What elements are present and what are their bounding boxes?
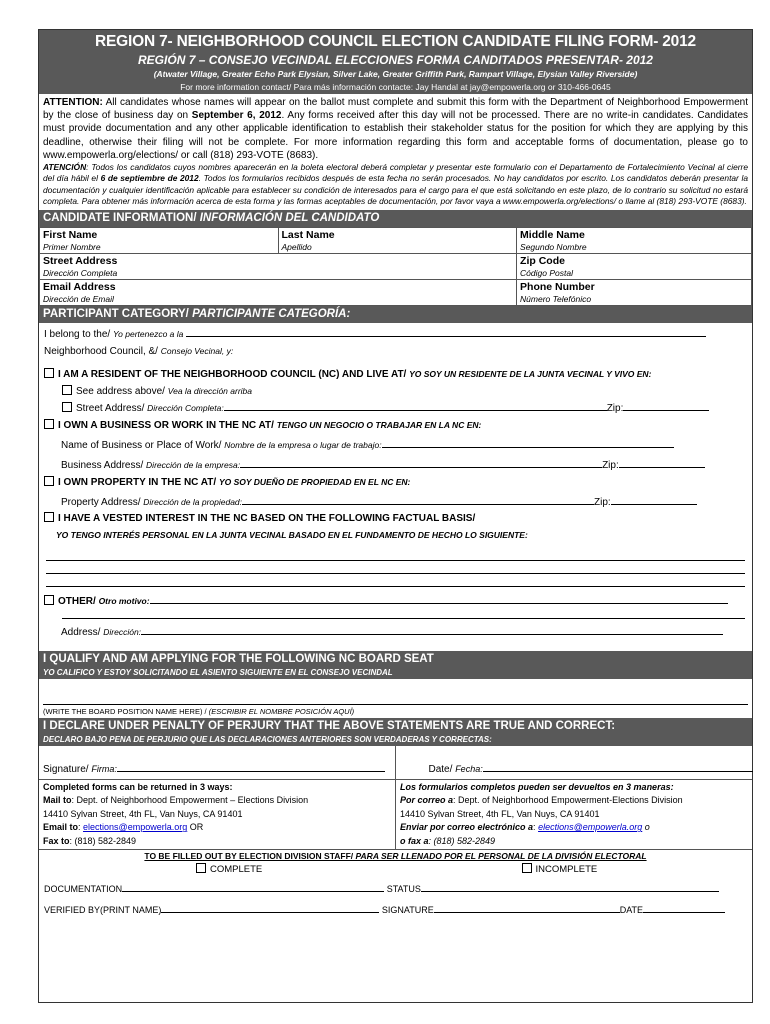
- contact-info: For more information contact/ Para más información contacte: Jay Handal at jay@empowerla.org or 310-466-0645: [180, 82, 611, 92]
- bizaddr-line: Business Address/ Dirección de la empresa: Zip:: [44, 454, 747, 474]
- other-address-line: Address/ Dirección:: [44, 619, 747, 641]
- date-cell: Date/ Fecha:: [396, 746, 753, 779]
- incomplete-checkbox[interactable]: [522, 863, 532, 873]
- documentation-line: DOCUMENTATION STATUS: [39, 877, 752, 896]
- attention-en: ATTENTION: All candidates whose names will appear on the ballot must complete and submit this form with the Department of Neighborhood Empowerment by the close of business day on September 6, 2012. Any forms received after this day will not be processed. There are no write-in candidates. Candidates must provide documentation and any other applicable identification to establish their stakeholder status for the position for which they are applying by this deadline, otherwise their filing will not be complete. For more information regarding this form and acceptable forms of documentation, please go to www.empowerla.org/elections/ or call (818) 293-VOTE (8683).: [43, 97, 749, 161]
- see-above-checkbox[interactable]: [62, 385, 72, 395]
- other-input[interactable]: [150, 593, 728, 604]
- nc-name-input[interactable]: [186, 326, 706, 337]
- phone-field[interactable]: Phone Number Número Telefónico: [517, 279, 752, 305]
- status-checks: [39, 863, 752, 877]
- business-zip-input[interactable]: [619, 457, 705, 468]
- see-above-option: See address above/ Vea la dirección arriba: [44, 383, 747, 400]
- zip-code-field[interactable]: Zip Code Código Postal: [517, 253, 752, 279]
- business-name-input[interactable]: [382, 437, 674, 448]
- filing-form: [38, 29, 753, 1003]
- candidate-section-header: CANDIDATE INFORMATION/ INFORMACIÓN DEL CANDIDATO: [39, 210, 752, 227]
- first-name-field[interactable]: First Name Primer Nombre: [40, 227, 279, 253]
- return-en: Completed forms can be returned in 3 ways: Mail to: Dept. of Neighborhood Empowerment – Elections Division 14410 Sylvan Street, 4th FL, Van Nuys, CA 91401 Email to: elections@empowerla.org OR Fax to: (818) 582-2849: [39, 780, 396, 850]
- vested-input-3[interactable]: [46, 574, 745, 587]
- complete-option: COMPLETE: [39, 863, 396, 877]
- staff-section: [39, 850, 752, 917]
- form-header: [39, 30, 752, 94]
- email-link[interactable]: elections@empowerla.org: [83, 822, 188, 833]
- form-subtitle: REGIÓN 7 – CONSEJO VECINDAL ELECCIONES FORMA CANDITADOS PRESENTAR- 2012: [138, 53, 653, 67]
- attention-es: ATENCIÓN: Todos los candidatos cuyos nombres aparecerán en la boleta electoral deberá completar y presentar este formulario con el Departamento de Fortalecimiento Vecinal al cierre del día hábil el 6 de septiembre de 2012. Todos los formularios recibidos después de esta fecha no serán procesados. No hay candidatos por escrito. Los candidatos deberán presentar la documentación y cualquier identificación aplicable para establecer su condición de interesados para el cargo para el que está solicitando en este plazo, de lo contrario su solicitud no estará completa. Para obtener más información acerca de esta forma y las formas aceptables de documentación, por favor vaya a www.empowerla.org/elections/ o llame al (818) 293-VOTE (8683).: [43, 162, 748, 207]
- staff-date-input[interactable]: [643, 902, 725, 913]
- resident-street-option: Street Address/ Dirección Completa: Zip:: [44, 400, 747, 417]
- staff-title: TO BE FILLED OUT BY ELECTION DIVISION STAFF/ PARA SER LLENADO POR EL PERSONAL DE LA DIVISIÓN ELECTORAL: [144, 851, 647, 862]
- resident-street-input[interactable]: [224, 400, 607, 411]
- belong-line: I belong to the/ Yo pertenezco a la: [44, 326, 747, 343]
- other-address-input[interactable]: [141, 624, 723, 635]
- vested-input-1[interactable]: [46, 548, 745, 561]
- date-input[interactable]: [483, 761, 753, 772]
- verified-input[interactable]: [161, 902, 379, 913]
- resident-option: I AM A RESIDENT OF THE NEIGHBORHOOD COUNCIL (NC) AND LIVE AT/ YO SOY UN RESIDENTE DE LA JUNTA VECINAL Y VIVO EN:: [44, 366, 747, 383]
- property-checkbox[interactable]: [44, 476, 54, 486]
- staff-signature-input[interactable]: [434, 902, 620, 913]
- property-zip-input[interactable]: [611, 494, 697, 505]
- status-input[interactable]: [421, 881, 719, 892]
- participant-section-header: PARTICIPANT CATEGORY/ PARTICIPANTE CATEGORÍA:: [39, 306, 752, 323]
- documentation-input[interactable]: [122, 881, 384, 892]
- resident-zip-input[interactable]: [623, 400, 709, 411]
- business-option: I OWN A BUSINESS OR WORK IN THE NC AT/ TENGO UN NEGOCIO O TRABAJAR EN LA NC EN:: [44, 417, 747, 434]
- business-checkbox[interactable]: [44, 419, 54, 429]
- vested-option: I HAVE A VESTED INTEREST IN THE NC BASED ON THE FOLLOWING FACTUAL BASIS/: [44, 511, 747, 527]
- bizname-line: Name of Business or Place of Work/ Nombre de la empresa o lugar de trabajo:: [44, 434, 747, 454]
- qualify-section-header: I QUALIFY AND AM APPLYING FOR THE FOLLOWING NC BOARD SEAT YO CALIFICO Y ESTOY SOLICITANDO EL ASIENTO SIGUIENTE EN EL CONSEJO VECINDAL: [39, 651, 752, 679]
- property-address-input[interactable]: [242, 494, 594, 505]
- participant-body: [39, 323, 752, 643]
- board-position-input[interactable]: [43, 679, 748, 705]
- vested-input-2[interactable]: [46, 561, 745, 574]
- other-option: OTHER/ Otro motivo:: [44, 587, 747, 610]
- verified-line: VERIFIED BY(PRINT NAME) SIGNATURE DATE: [39, 896, 752, 917]
- signature-cell: Signature/ Firma:: [39, 746, 396, 779]
- email-field[interactable]: Email Address Dirección de Email: [40, 279, 517, 305]
- propaddr-line: Property Address/ Dirección de la propiedad: Zip:: [44, 491, 747, 511]
- complete-checkbox[interactable]: [196, 863, 206, 873]
- middle-name-field[interactable]: Middle Name Segundo Nombre: [517, 227, 752, 253]
- incomplete-option: INCOMPLETE: [396, 863, 753, 877]
- declare-section-header: I DECLARE UNDER PENALTY OF PERJURY THAT THE ABOVE STATEMENTS ARE TRUE AND CORRECT: DECLARO BAJO PENA DE PERJURIO QUE LAS DECLARACIONES ANTERIORES SON VERDADERAS Y CORRECTAS:: [39, 718, 752, 746]
- return-instructions: [39, 780, 752, 851]
- street-checkbox[interactable]: [62, 402, 72, 412]
- resident-checkbox[interactable]: [44, 368, 54, 378]
- other-checkbox[interactable]: [44, 595, 54, 605]
- form-title: REGION 7- NEIGHBORHOOD COUNCIL ELECTION CANDIDATE FILING FORM- 2012: [95, 33, 696, 50]
- last-name-field[interactable]: Last Name Apellido: [278, 227, 517, 253]
- nc-line: Neighborhood Council, &/ Consejo Vecinal, y:: [44, 345, 234, 357]
- villages-list: (Atwater Village, Greater Echo Park Elysian, Silver Lake, Greater Griffith Park, Rampart Village, Elysian Valley Riverside): [153, 69, 638, 79]
- email-link-es[interactable]: elections@empowerla.org: [538, 822, 643, 833]
- other-input-2[interactable]: [62, 610, 745, 619]
- street-address-field[interactable]: Street Address Dirección Completa: [40, 253, 517, 279]
- signature-input[interactable]: [117, 761, 385, 772]
- vested-es-line: YO TENGO INTERÉS PERSONAL EN LA JUNTA VECINAL BASADO EN EL FUNDAMENTO DE HECHO LO SIGUIENTE:: [56, 529, 528, 540]
- business-address-input[interactable]: [240, 457, 602, 468]
- property-option: I OWN PROPERTY IN THE NC AT/ YO SOY DUEÑO DE PROPIEDAD EN EL NC EN:: [44, 474, 747, 491]
- candidate-info-table: [39, 227, 752, 306]
- signature-row: [39, 746, 752, 780]
- return-es: Los formularios completos pueden ser devueltos en 3 maneras: Por correo a: Dept. of Neighborhood Empowerment-Elections Division 14410 Sylvan Street, 4th FL, Van Nuys, CA 91401 Enviar por correo electrónico a: elections@empowerla.org o o fax a: (818) 582-2849: [400, 781, 683, 846]
- board-position-caption: (WRITE THE BOARD POSITION NAME HERE) / (ESCRIBIR EL NOMBRE POSICIÓN AQUÍ): [43, 706, 355, 716]
- vested-checkbox[interactable]: [44, 512, 54, 522]
